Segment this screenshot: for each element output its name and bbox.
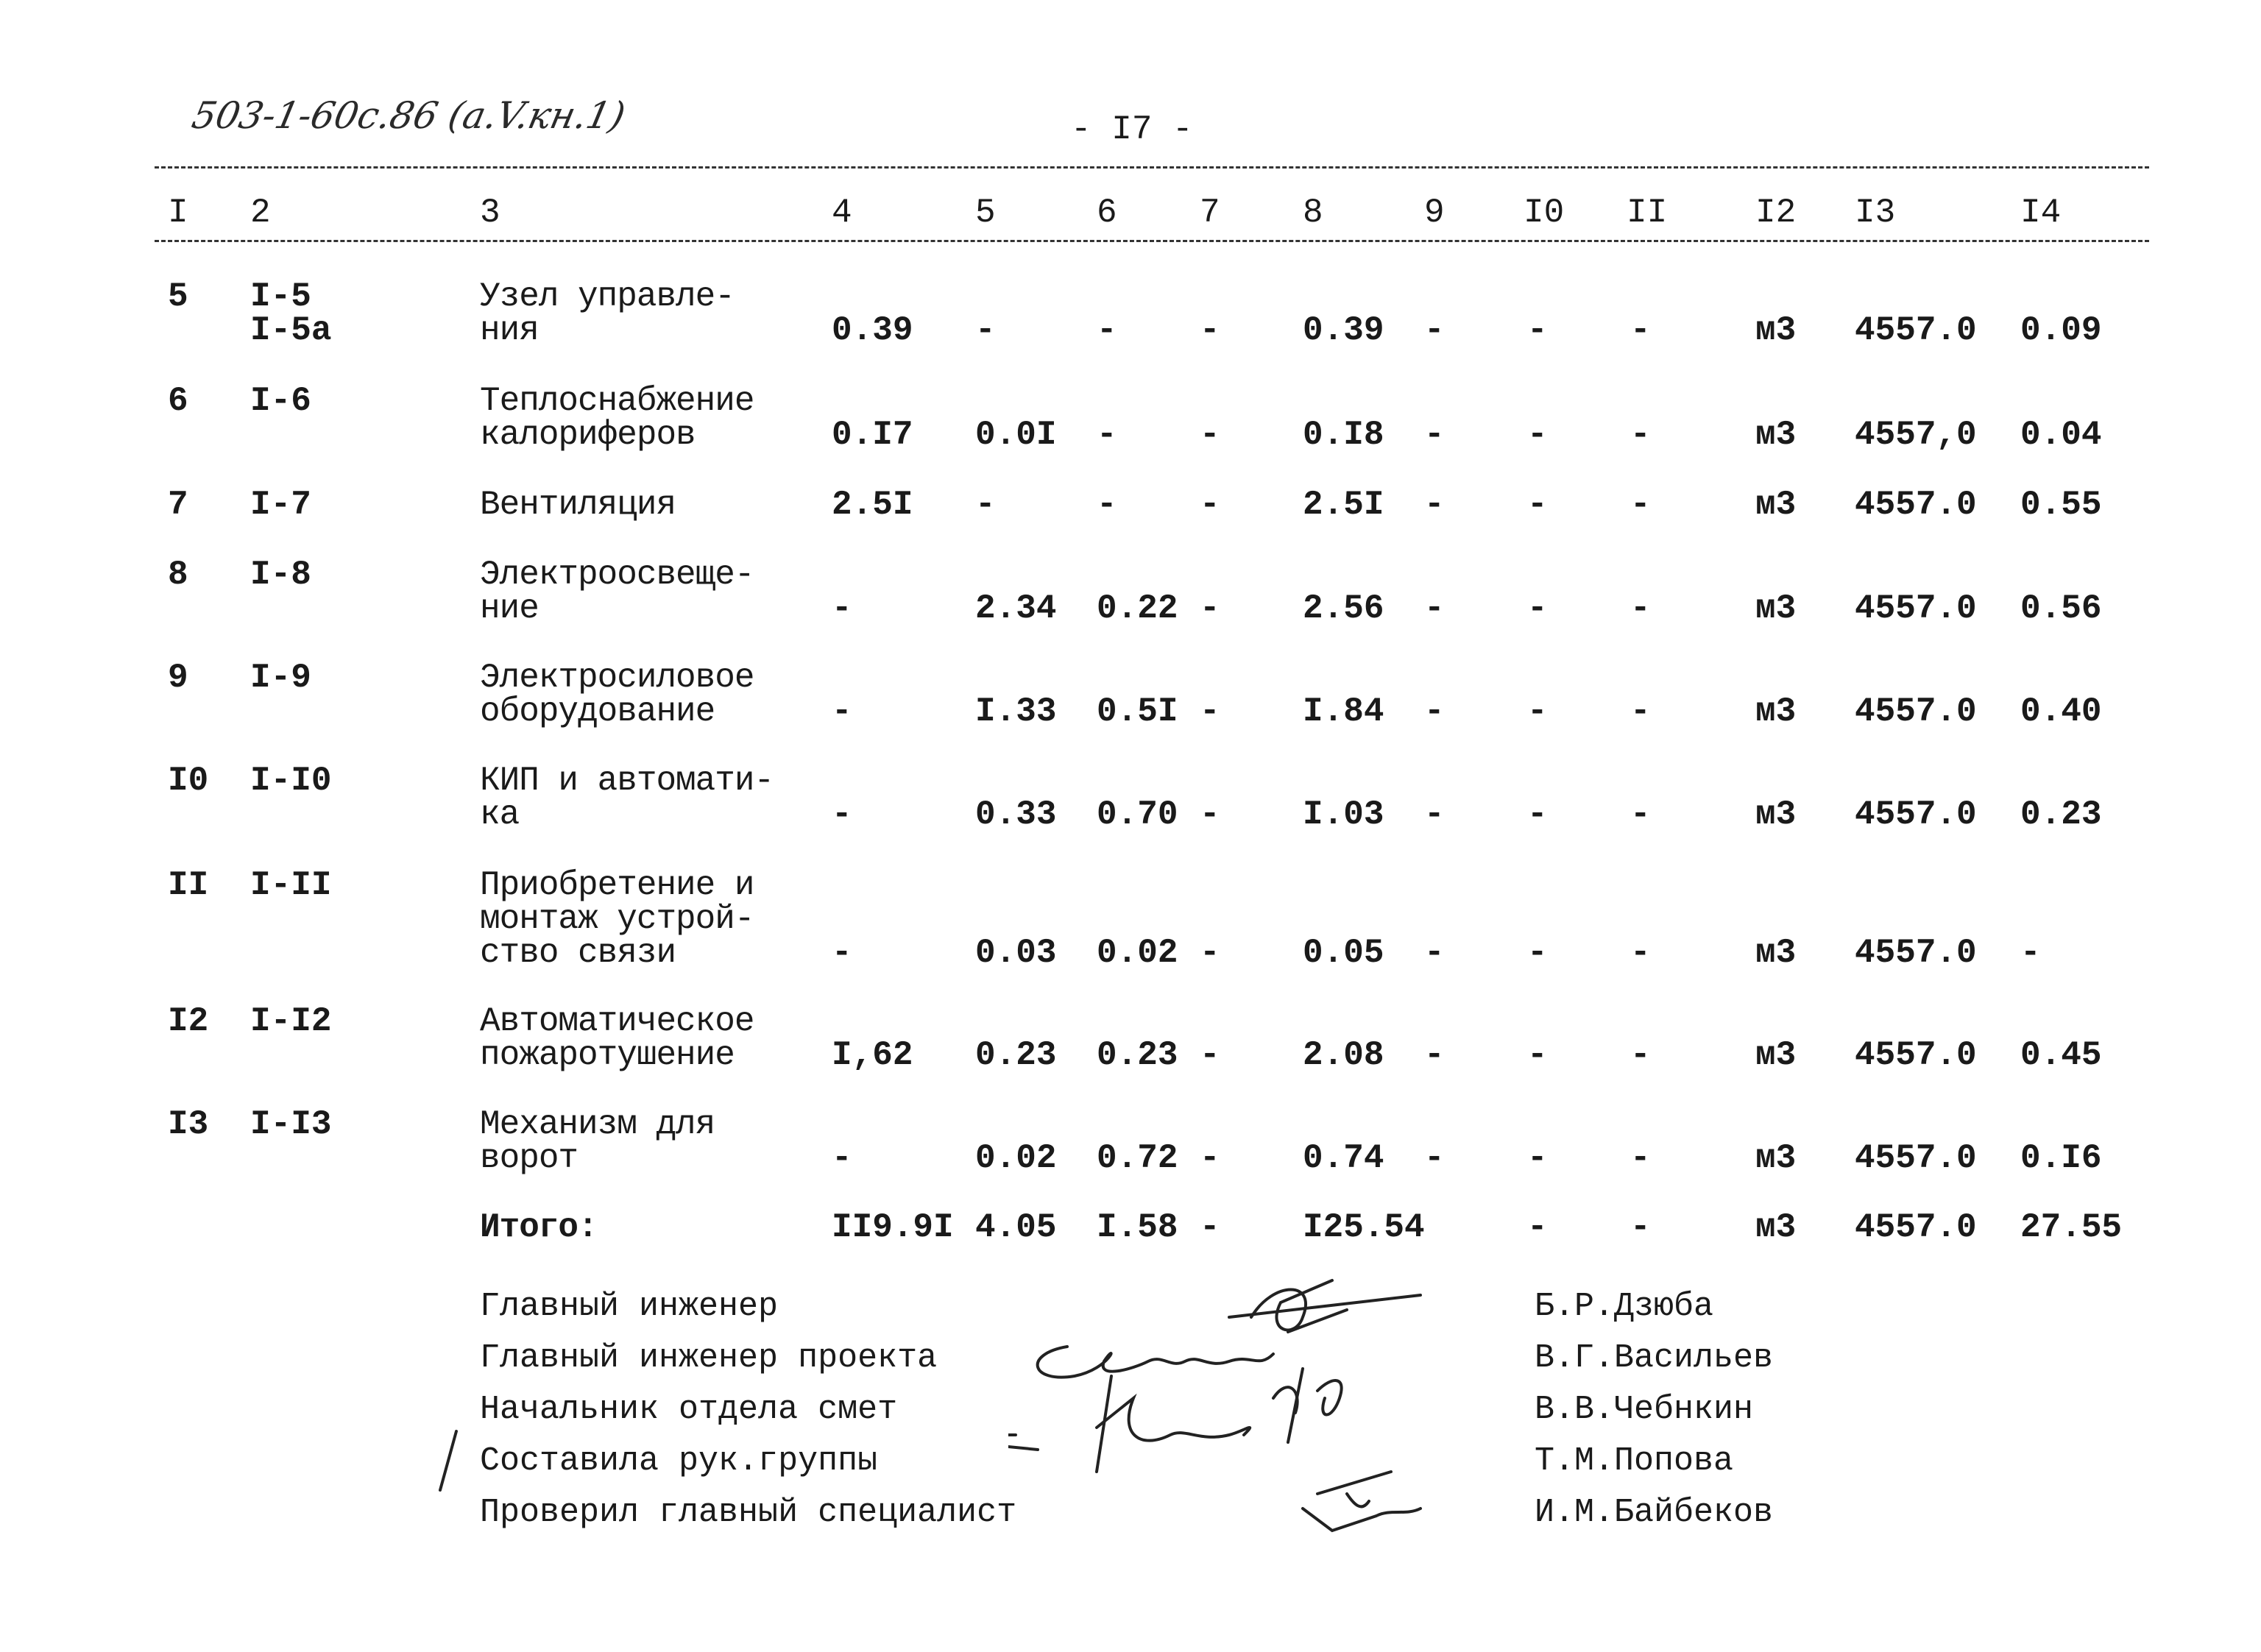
col-header-8: 8 [1303, 194, 1323, 232]
cell-c14: 0.55 [2020, 486, 2102, 524]
cell-unit: м3 [1755, 795, 1797, 834]
cell-unit: м3 [1755, 1139, 1797, 1177]
cell-c13: 4557.0 [1855, 589, 1977, 628]
cell-c13: 4557.0 [1855, 486, 1977, 524]
cell-c4: - [832, 589, 852, 628]
total-c11: - [1630, 1208, 1651, 1247]
cell-c4: - [832, 795, 852, 834]
cell-c5: 0.02 [975, 1139, 1057, 1177]
cell-c14: 0.56 [2020, 589, 2102, 628]
total-c4: II9.9I [832, 1208, 954, 1247]
cell-c13: 4557.0 [1855, 1036, 1977, 1074]
col-header-12: I2 [1755, 194, 1797, 232]
cell-c9: - [1424, 589, 1445, 628]
cell-c9: - [1424, 1036, 1445, 1074]
signature-name: И.М.Байбеков [1535, 1494, 1774, 1531]
cell-c10: - [1527, 416, 1548, 454]
cell-c5: 2.34 [975, 589, 1057, 628]
cell-c7: - [1200, 1139, 1220, 1177]
total-c7: - [1200, 1208, 1220, 1247]
cell-unit: м3 [1755, 1036, 1797, 1074]
cell-c4: - [832, 934, 852, 972]
document-code: 503-1-60с.86 (а.V.кн.1) [188, 94, 629, 137]
cell-code: I-I3 [250, 1105, 332, 1144]
cell-c8: 2.5I [1303, 486, 1384, 524]
cell-c11: - [1630, 692, 1651, 731]
cell-c13: 4557,0 [1855, 416, 1977, 454]
cell-c6: - [1097, 486, 1117, 524]
col-header-3: 3 [480, 194, 500, 232]
cell-c8: 2.56 [1303, 589, 1384, 628]
cell-code: I-I2 [250, 1002, 332, 1041]
cell-c4: - [832, 1139, 852, 1177]
cell-unit: м3 [1755, 311, 1797, 350]
cell-unit: м3 [1755, 692, 1797, 731]
cell-c4: - [832, 692, 852, 731]
col-header-14: I4 [2020, 194, 2062, 232]
cell-description: Автоматическое пожаротушение [480, 1002, 754, 1074]
cell-c5: 0.0I [975, 416, 1057, 454]
cell-c5: - [975, 311, 996, 350]
cell-c13: 4557.0 [1855, 795, 1977, 834]
cell-c10: - [1527, 692, 1548, 731]
cell-no: I3 [168, 1105, 209, 1144]
cell-c7: - [1200, 795, 1220, 834]
cell-code: I-5 I-5а [250, 277, 332, 350]
cell-c6: 0.02 [1097, 934, 1178, 972]
cell-c5: 0.03 [975, 934, 1057, 972]
col-header-7: 7 [1200, 194, 1220, 232]
cell-c7: - [1200, 486, 1220, 524]
cell-description: Вентиляция [480, 486, 676, 524]
cell-c14: 0.09 [2020, 311, 2102, 350]
cell-c9: - [1424, 1139, 1445, 1177]
cell-description: Приобретение и монтаж устрой- ство связи [480, 866, 754, 972]
cell-c5: 0.33 [975, 795, 1057, 834]
cell-c6: 0.70 [1097, 795, 1178, 834]
cell-no: 8 [168, 556, 188, 594]
cell-c7: - [1200, 589, 1220, 628]
signature-name: В.Г.Васильев [1535, 1339, 1774, 1377]
cell-c13: 4557.0 [1855, 1139, 1977, 1177]
cell-c4: 0.I7 [832, 416, 913, 454]
col-header-2: 2 [250, 194, 271, 232]
cell-c11: - [1630, 1139, 1651, 1177]
cell-c9: - [1424, 416, 1445, 454]
cell-code: I-6 [250, 382, 311, 420]
cell-c5: - [975, 486, 996, 524]
total-label: Итого: [480, 1208, 598, 1247]
col-header-9: 9 [1424, 194, 1445, 232]
cell-c7: - [1200, 416, 1220, 454]
cell-c4: 2.5I [832, 486, 913, 524]
cell-c8: 2.08 [1303, 1036, 1384, 1074]
cell-c13: 4557.0 [1855, 311, 1977, 350]
cell-c11: - [1630, 934, 1651, 972]
cell-c14: 0.23 [2020, 795, 2102, 834]
cell-c11: - [1630, 486, 1651, 524]
cell-c7: - [1200, 311, 1220, 350]
cell-c8: 0.74 [1303, 1139, 1384, 1177]
cell-description: Механизм для ворот [480, 1105, 715, 1177]
cell-c13: 4557.0 [1855, 934, 1977, 972]
margin-slash-mark [434, 1428, 464, 1494]
col-header-11: II [1627, 194, 1668, 232]
cell-c6: - [1097, 416, 1117, 454]
cell-c14: 0.04 [2020, 416, 2102, 454]
cell-c9: - [1424, 795, 1445, 834]
cell-c4: I,62 [832, 1036, 913, 1074]
total-c6: I.58 [1097, 1208, 1178, 1247]
cell-code: I-8 [250, 556, 311, 594]
cell-c14: 0.45 [2020, 1036, 2102, 1074]
total-c5: 4.05 [975, 1208, 1057, 1247]
cell-c10: - [1527, 1139, 1548, 1177]
total-c10: - [1527, 1208, 1548, 1247]
cell-c6: - [1097, 311, 1117, 350]
cell-c13: 4557.0 [1855, 692, 1977, 731]
cell-c7: - [1200, 1036, 1220, 1074]
cell-unit: м3 [1755, 486, 1797, 524]
cell-c8: I.03 [1303, 795, 1384, 834]
cell-c10: - [1527, 486, 1548, 524]
col-header-1: I [168, 194, 188, 232]
cell-no: I0 [168, 762, 209, 800]
cell-c9: - [1424, 692, 1445, 731]
cell-code: I-9 [250, 659, 311, 697]
cell-c10: - [1527, 1036, 1548, 1074]
cell-c9: - [1424, 486, 1445, 524]
cell-c11: - [1630, 589, 1651, 628]
cell-c8: 0.I8 [1303, 416, 1384, 454]
total-unit: м3 [1755, 1208, 1797, 1247]
cell-c14: 0.40 [2020, 692, 2102, 731]
signature-name: Б.Р.Дзюба [1535, 1288, 1714, 1325]
cell-c8: I.84 [1303, 692, 1384, 731]
cell-c11: - [1630, 416, 1651, 454]
col-header-5: 5 [975, 194, 996, 232]
cell-c9: - [1424, 934, 1445, 972]
cell-no: 6 [168, 382, 188, 420]
cell-c11: - [1630, 311, 1651, 350]
cell-c10: - [1527, 934, 1548, 972]
cell-description: КИП и автомати- ка [480, 762, 774, 834]
page-number: - I7 - [1071, 110, 1193, 149]
signature-name: Т.М.Попова [1535, 1442, 1734, 1480]
signature-role: Начальник отдела смет [480, 1391, 898, 1428]
cell-code: I-II [250, 866, 332, 904]
cell-c14: - [2020, 934, 2041, 972]
cell-c6: 0.72 [1097, 1139, 1178, 1177]
cell-description: Электросиловое оборудование [480, 659, 754, 731]
cell-c10: - [1527, 589, 1548, 628]
cell-c11: - [1630, 1036, 1651, 1074]
cell-c8: 0.39 [1303, 311, 1384, 350]
cell-c5: I.33 [975, 692, 1057, 731]
handwritten-signatures [1008, 1251, 1450, 1567]
col-header-13: I3 [1855, 194, 1896, 232]
cell-c6: 0.5I [1097, 692, 1178, 731]
cell-c9: - [1424, 311, 1445, 350]
signature-role: Главный инженер [480, 1288, 779, 1325]
cell-unit: м3 [1755, 416, 1797, 454]
signature-role: Составила рук.группы [480, 1442, 878, 1480]
cell-c7: - [1200, 692, 1220, 731]
cell-c10: - [1527, 795, 1548, 834]
cell-description: Узел управле- ния [480, 277, 735, 350]
col-header-4: 4 [832, 194, 852, 232]
cell-no: II [168, 866, 209, 904]
signature-name: В.В.Чебнкин [1535, 1391, 1754, 1428]
signature-role: Главный инженер проекта [480, 1339, 938, 1377]
signature-role: Проверил главный специалист [480, 1494, 1017, 1531]
cell-c11: - [1630, 795, 1651, 834]
cell-unit: м3 [1755, 934, 1797, 972]
cell-c14: 0.I6 [2020, 1139, 2102, 1177]
total-c13: 4557.0 [1855, 1208, 1977, 1247]
total-c14: 27.55 [2020, 1208, 2123, 1247]
cell-code: I-7 [250, 486, 311, 524]
cell-description: Электроосвеще- ние [480, 556, 754, 628]
cell-no: I2 [168, 1002, 209, 1041]
table-top-rule [155, 166, 2149, 169]
cell-c4: 0.39 [832, 311, 913, 350]
col-header-6: 6 [1097, 194, 1117, 232]
cell-no: 5 [168, 277, 188, 316]
cell-c5: 0.23 [975, 1036, 1057, 1074]
cell-no: 9 [168, 659, 188, 697]
cell-no: 7 [168, 486, 188, 524]
cell-c6: 0.22 [1097, 589, 1178, 628]
cell-c8: 0.05 [1303, 934, 1384, 972]
cell-code: I-I0 [250, 762, 332, 800]
table-header-rule [155, 240, 2149, 242]
cell-c7: - [1200, 934, 1220, 972]
total-c8: I25.54 [1303, 1208, 1425, 1247]
col-header-10: I0 [1524, 194, 1565, 232]
cell-c10: - [1527, 311, 1548, 350]
cell-unit: м3 [1755, 589, 1797, 628]
cell-description: Теплоснабжение калориферов [480, 382, 754, 454]
cell-c6: 0.23 [1097, 1036, 1178, 1074]
